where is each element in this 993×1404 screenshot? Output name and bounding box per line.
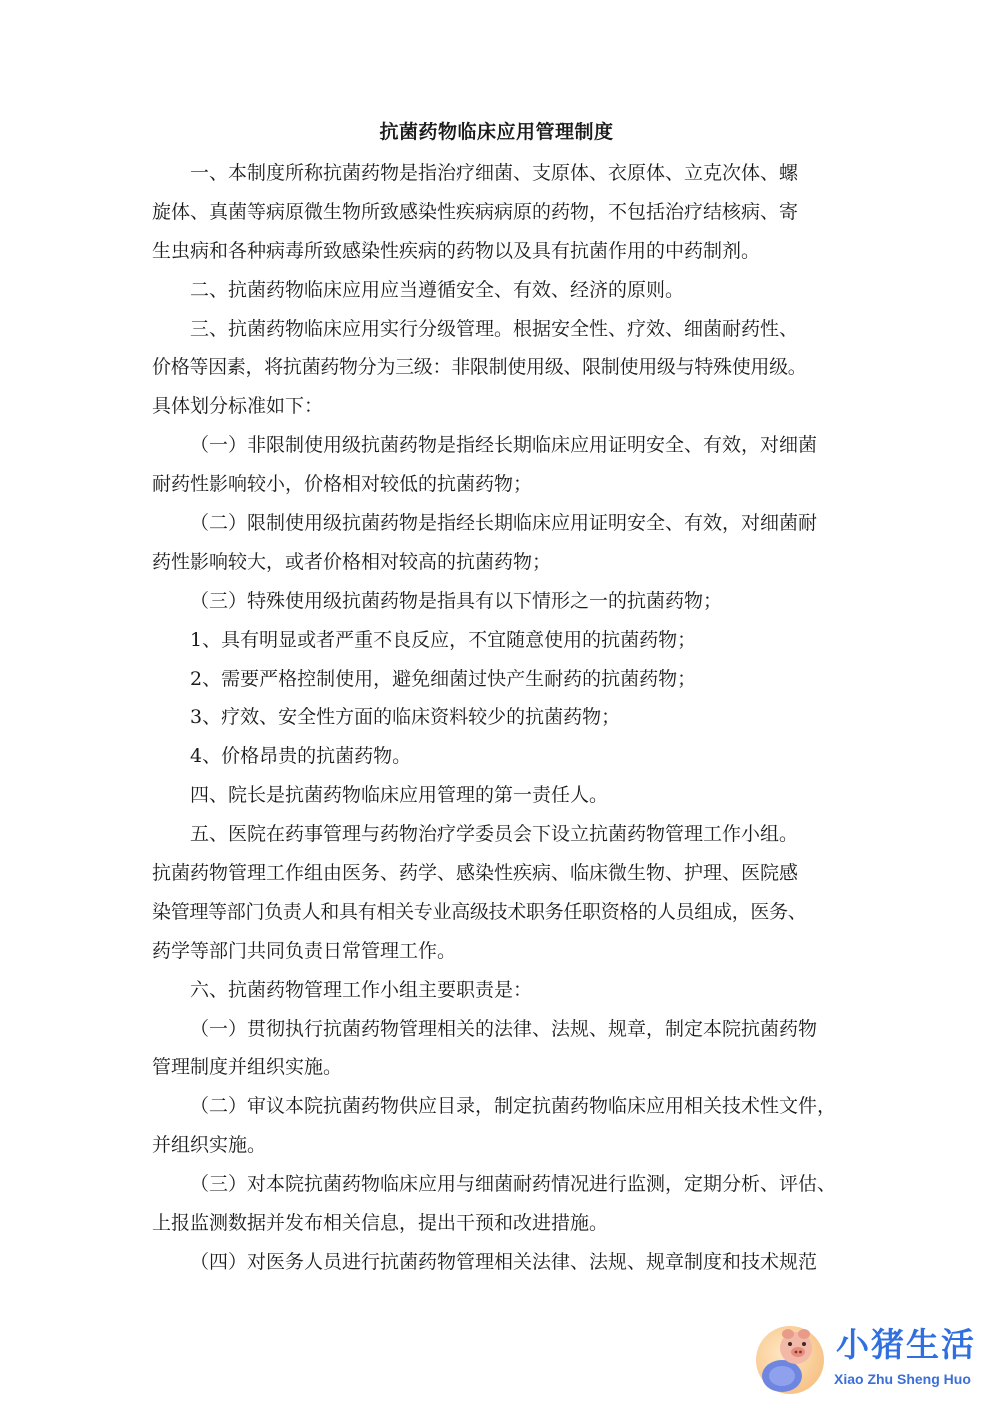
paragraph-line: 耐药性影响较小，价格相对较低的抗菌药物； — [152, 473, 533, 496]
paragraph-line: 六、抗菌药物管理工作小组主要职责是： — [190, 978, 533, 1001]
paragraph-line: 四、院长是抗菌药物临床应用管理的第一责任人。 — [190, 784, 609, 807]
watermark-title: 小猪生活 — [836, 1325, 976, 1364]
paragraph-line: 上报监测数据并发布相关信息，提出干预和改进措施。 — [152, 1212, 609, 1235]
paragraph-line: 一、本制度所称抗菌药物是指治疗细菌、支原体、衣原体、立克次体、螺 — [190, 162, 799, 184]
paragraph-line: 三、抗菌药物临床应用实行分级管理。根据安全性、疗效、细菌耐药性、 — [190, 317, 799, 340]
watermark-logo — [752, 1320, 988, 1398]
paragraph-line: 二、抗菌药物临床应用应当遵循安全、有效、经济的原则。 — [190, 278, 685, 301]
paragraph-line: 价格等因素，将抗菌药物分为三级：非限制使用级、限制使用级与特殊使用级。 — [152, 356, 807, 379]
pig-mascot-icon — [752, 1320, 830, 1398]
document-body — [152, 157, 842, 1285]
paragraph-line: 染管理等部门负责人和具有相关专业高级技术职务任职资格的人员组成，医务、 — [152, 900, 807, 923]
paragraph-line: 抗菌药物管理工作组由医务、药学、感染性疾病、临床微生物、护理、医院感 — [152, 862, 799, 885]
watermark-subtitle: Xiao Zhu Sheng Huo — [834, 1371, 971, 1387]
paragraph-line: 并组织实施。 — [152, 1134, 267, 1157]
paragraph-line: 旋体、真菌等病原微生物所致感染性疾病病原的药物，不包括治疗结核病、寄 — [152, 200, 799, 223]
paragraph-line: （一）非限制使用级抗菌药物是指经长期临床应用证明安全、有效，对细菌 — [190, 434, 818, 457]
paragraph-line: 2、需要严格控制使用，避免细菌过快产生耐药的抗菌药物； — [190, 667, 697, 690]
paragraph-line: （四）对医务人员进行抗菌药物管理相关法律、法规、规章制度和技术规范 — [190, 1250, 818, 1273]
paragraph-line: 3、疗效、安全性方面的临床资料较少的抗菌药物； — [190, 706, 621, 729]
document-title: 抗菌药物临床应用管理制度 — [379, 121, 614, 143]
paragraph-line: （三）特殊使用级抗菌药物是指具有以下情形之一的抗菌药物； — [190, 589, 723, 612]
paragraph-line: 五、医院在药事管理与药物治疗学委员会下设立抗菌药物管理工作小组。 — [190, 823, 799, 846]
paragraph-line: 药学等部门共同负责日常管理工作。 — [152, 939, 457, 962]
paragraph-line: （二）审议本院抗菌药物供应目录，制定抗菌药物临床应用相关技术性文件， — [190, 1095, 837, 1118]
paragraph-line: 管理制度并组织实施。 — [152, 1056, 343, 1079]
paragraph-line: 生虫病和各种病毒所致感染性疾病的药物以及具有抗菌作用的中药制剂。 — [152, 239, 761, 262]
paragraph-line: 具体划分标准如下： — [152, 395, 324, 418]
paragraph-line: （三）对本院抗菌药物临床应用与细菌耐药情况进行监测，定期分析、评估、 — [190, 1173, 837, 1196]
paragraph-line: 药性影响较大，或者价格相对较高的抗菌药物； — [152, 550, 552, 573]
paragraph-line: （二）限制使用级抗菌药物是指经长期临床应用证明安全、有效，对细菌耐 — [190, 512, 818, 535]
paragraph-line: 4、价格昂贵的抗菌药物。 — [190, 745, 412, 768]
paragraph-line: 1、具有明显或者严重不良反应，不宜随意使用的抗菌药物； — [190, 628, 697, 651]
paragraph-line: （一）贯彻执行抗菌药物管理相关的法律、法规、规章，制定本院抗菌药物 — [190, 1017, 818, 1040]
